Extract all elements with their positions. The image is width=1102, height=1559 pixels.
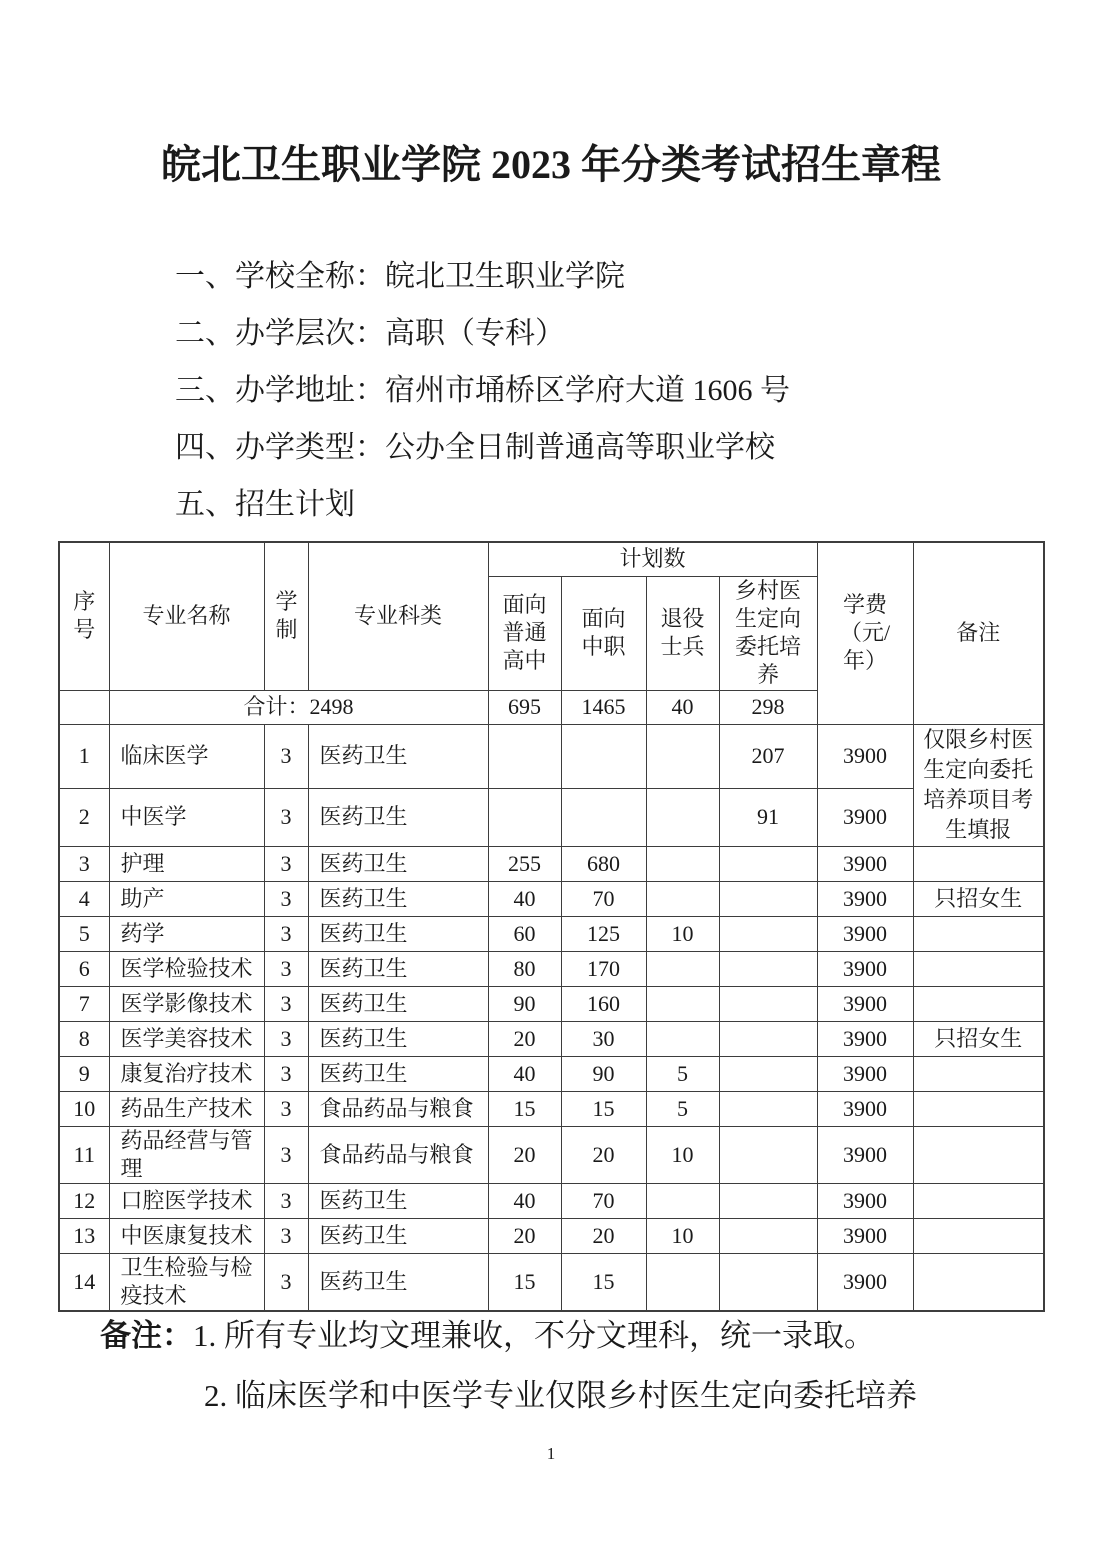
cell-category: 医药卫生 <box>308 1218 488 1253</box>
cell-regular-hs: 20 <box>488 1021 561 1056</box>
table-row <box>59 1126 1044 1183</box>
cell-veterans <box>646 986 719 1021</box>
cell-major: 医学检验技术 <box>109 951 264 986</box>
cell-regular-hs: 15 <box>488 1253 561 1311</box>
cell-major: 医学美容技术 <box>109 1021 264 1056</box>
cell-years: 3 <box>264 916 308 951</box>
cell-no: 13 <box>59 1218 109 1253</box>
cell-years: 3 <box>264 788 308 846</box>
cell-secondary-voc: 20 <box>561 1218 646 1253</box>
cell-years: 3 <box>264 1126 308 1183</box>
cell-tuition: 3900 <box>817 916 913 951</box>
cell-rural-doctor <box>719 1183 817 1218</box>
cell-secondary-voc: 90 <box>561 1056 646 1091</box>
cell-no: 11 <box>59 1126 109 1183</box>
cell-category: 医药卫生 <box>308 1021 488 1056</box>
cell-rural-doctor <box>719 1091 817 1126</box>
info-item-education-level: 二、办学层次：高职（专科） <box>175 317 565 350</box>
cell-rural-doctor <box>719 1021 817 1056</box>
cell-remark <box>913 1091 1044 1126</box>
cell-category: 医药卫生 <box>308 1183 488 1218</box>
header-years: 学制 <box>264 542 308 690</box>
cell-major: 口腔医学技术 <box>109 1183 264 1218</box>
cell-regular-hs: 15 <box>488 1091 561 1126</box>
header-plan-group: 计划数 <box>488 542 817 576</box>
header-plan-veterans: 退役士兵 <box>646 576 719 690</box>
cell-secondary-voc: 170 <box>561 951 646 986</box>
cell-rural-doctor <box>719 951 817 986</box>
cell-years: 3 <box>264 846 308 881</box>
cell-secondary-voc: 15 <box>561 1253 646 1311</box>
note-line-1-text: 1. 所有专业均文理兼收，不分文理科，统一录取。 <box>193 1318 875 1353</box>
cell-no: 8 <box>59 1021 109 1056</box>
cell-major: 医学影像技术 <box>109 986 264 1021</box>
cell-regular-hs: 40 <box>488 1183 561 1218</box>
table-row <box>59 1056 1044 1091</box>
table-row <box>59 881 1044 916</box>
cell-no: 14 <box>59 1253 109 1311</box>
cell-years: 3 <box>264 951 308 986</box>
cell-secondary-voc: 30 <box>561 1021 646 1056</box>
info-item-school-name: 一、学校全称：皖北卫生职业学院 <box>175 260 625 293</box>
cell-years: 3 <box>264 724 308 788</box>
cell-category: 医药卫生 <box>308 846 488 881</box>
cell-category: 食品药品与粮食 <box>308 1091 488 1126</box>
cell-secondary-voc: 70 <box>561 881 646 916</box>
cell-rural-doctor <box>719 846 817 881</box>
cell-regular-hs: 60 <box>488 916 561 951</box>
enrollment-plan-table-wrap <box>58 541 1045 1312</box>
cell-regular-hs: 40 <box>488 881 561 916</box>
cell-remark <box>913 1056 1044 1091</box>
cell-remark <box>913 916 1044 951</box>
cell-category: 食品药品与粮食 <box>308 1126 488 1183</box>
cell-remark <box>913 1218 1044 1253</box>
page-title: 皖北卫生职业学院 2023 年分类考试招生章程 <box>161 142 941 187</box>
table-row <box>59 1253 1044 1311</box>
cell-tuition: 3900 <box>817 986 913 1021</box>
info-list <box>175 260 790 545</box>
cell-no: 9 <box>59 1056 109 1091</box>
cell-veterans <box>646 1253 719 1311</box>
cell-years: 3 <box>264 1091 308 1126</box>
cell-rural-doctor <box>719 1056 817 1091</box>
cell-tuition: 3900 <box>817 1183 913 1218</box>
cell-category: 医药卫生 <box>308 916 488 951</box>
cell-secondary-voc: 70 <box>561 1183 646 1218</box>
cell-tuition: 3900 <box>817 951 913 986</box>
cell-major: 药学 <box>109 916 264 951</box>
cell-major: 药品生产技术 <box>109 1091 264 1126</box>
note-line-1 <box>100 1318 917 1354</box>
info-item-school-type: 四、办学类型：公办全日制普通高等职业学校 <box>175 431 775 464</box>
cell-secondary-voc: 20 <box>561 1126 646 1183</box>
cell-category: 医药卫生 <box>308 881 488 916</box>
cell-major: 康复治疗技术 <box>109 1056 264 1091</box>
total-secondary-voc: 1465 <box>561 690 646 724</box>
cell-rural-doctor <box>719 1126 817 1183</box>
cell-veterans: 5 <box>646 1091 719 1126</box>
cell-no: 6 <box>59 951 109 986</box>
cell-regular-hs: 40 <box>488 1056 561 1091</box>
table-row <box>59 916 1044 951</box>
cell-secondary-voc: 15 <box>561 1091 646 1126</box>
cell-regular-hs: 20 <box>488 1126 561 1183</box>
header-category: 专业科类 <box>308 542 488 690</box>
cell-veterans: 10 <box>646 1126 719 1183</box>
cell-tuition: 3900 <box>817 1126 913 1183</box>
header-tuition: 学费（元/年） <box>817 542 913 724</box>
cell-remark <box>913 986 1044 1021</box>
cell-regular-hs: 255 <box>488 846 561 881</box>
cell-rural-doctor <box>719 1253 817 1311</box>
table-row <box>59 1183 1044 1218</box>
cell-veterans <box>646 788 719 846</box>
cell-category: 医药卫生 <box>308 951 488 986</box>
header-no: 序号 <box>59 542 109 690</box>
cell-remark: 只招女生 <box>913 1021 1044 1056</box>
cell-regular-hs <box>488 724 561 788</box>
cell-major: 助产 <box>109 881 264 916</box>
cell-tuition: 3900 <box>817 1056 913 1091</box>
cell-no: 2 <box>59 788 109 846</box>
cell-no: 3 <box>59 846 109 881</box>
total-rural-doctor: 298 <box>719 690 817 724</box>
cell-tuition: 3900 <box>817 1091 913 1126</box>
cell-tuition: 3900 <box>817 881 913 916</box>
table-row <box>59 788 1044 846</box>
cell-secondary-voc: 160 <box>561 986 646 1021</box>
cell-tuition: 3900 <box>817 1253 913 1311</box>
page-number: 1 <box>546 1444 556 1463</box>
cell-years: 3 <box>264 1218 308 1253</box>
cell-remark: 只招女生 <box>913 881 1044 916</box>
cell-rural-doctor <box>719 916 817 951</box>
cell-no: 4 <box>59 881 109 916</box>
table-row <box>59 846 1044 881</box>
cell-category: 医药卫生 <box>308 986 488 1021</box>
table-row <box>59 951 1044 986</box>
table-row <box>59 1021 1044 1056</box>
cell-tuition: 3900 <box>817 724 913 788</box>
note-line-2: 2. 临床医学和中医学专业仅限乡村医生定向委托培养 <box>204 1378 917 1413</box>
cell-veterans <box>646 724 719 788</box>
enrollment-plan-table <box>58 541 1045 1312</box>
cell-no: 10 <box>59 1091 109 1126</box>
cell-veterans: 10 <box>646 916 719 951</box>
notes-label: 备注： <box>100 1318 193 1353</box>
cell-major: 中医康复技术 <box>109 1218 264 1253</box>
cell-remark <box>913 846 1044 881</box>
cell-rural-doctor <box>719 986 817 1021</box>
cell-no: 12 <box>59 1183 109 1218</box>
info-item-address: 三、办学地址：宿州市埇桥区学府大道 1606 号 <box>175 374 790 407</box>
cell-secondary-voc <box>561 788 646 846</box>
cell-remark <box>913 1253 1044 1311</box>
cell-years: 3 <box>264 1056 308 1091</box>
cell-rural-doctor: 91 <box>719 788 817 846</box>
cell-veterans <box>646 1021 719 1056</box>
cell-years: 3 <box>264 1253 308 1311</box>
cell-regular-hs <box>488 788 561 846</box>
cell-veterans <box>646 881 719 916</box>
cell-major: 临床医学 <box>109 724 264 788</box>
cell-years: 3 <box>264 881 308 916</box>
header-plan-rural-doctor: 乡村医生定向委托培养 <box>719 576 817 690</box>
header-major: 专业名称 <box>109 542 264 690</box>
cell-category: 医药卫生 <box>308 1056 488 1091</box>
cell-tuition: 3900 <box>817 1218 913 1253</box>
table-row <box>59 986 1044 1021</box>
footer-notes <box>100 1318 917 1414</box>
cell-years: 3 <box>264 1021 308 1056</box>
header-plan-regular-hs: 面向普通高中 <box>488 576 561 690</box>
total-empty-no-cell <box>59 690 109 724</box>
cell-remark <box>913 951 1044 986</box>
table-row <box>59 1218 1044 1253</box>
total-regular-hs: 695 <box>488 690 561 724</box>
cell-regular-hs: 20 <box>488 1218 561 1253</box>
cell-category: 医药卫生 <box>308 788 488 846</box>
header-plan-secondary-voc: 面向中职 <box>561 576 646 690</box>
cell-regular-hs: 80 <box>488 951 561 986</box>
cell-category: 医药卫生 <box>308 1253 488 1311</box>
cell-veterans <box>646 846 719 881</box>
cell-rural-doctor <box>719 1218 817 1253</box>
header-remarks: 备注 <box>913 542 1044 724</box>
cell-tuition: 3900 <box>817 1021 913 1056</box>
cell-rural-doctor: 207 <box>719 724 817 788</box>
cell-major: 药品经营与管理 <box>109 1126 264 1183</box>
total-veterans: 40 <box>646 690 719 724</box>
info-item-enrollment-plan: 五、招生计划 <box>175 488 355 521</box>
cell-tuition: 3900 <box>817 788 913 846</box>
cell-secondary-voc: 125 <box>561 916 646 951</box>
table-row <box>59 724 1044 788</box>
cell-major: 卫生检验与检疫技术 <box>109 1253 264 1311</box>
cell-remark-merged: 仅限乡村医生定向委托培养项目考生填报 <box>913 724 1044 846</box>
cell-veterans <box>646 951 719 986</box>
cell-rural-doctor <box>719 881 817 916</box>
cell-no: 5 <box>59 916 109 951</box>
cell-remark <box>913 1126 1044 1183</box>
cell-no: 1 <box>59 724 109 788</box>
cell-veterans: 10 <box>646 1218 719 1253</box>
cell-category: 医药卫生 <box>308 724 488 788</box>
cell-major: 中医学 <box>109 788 264 846</box>
cell-years: 3 <box>264 1183 308 1218</box>
cell-regular-hs: 90 <box>488 986 561 1021</box>
cell-veterans: 5 <box>646 1056 719 1091</box>
cell-tuition: 3900 <box>817 846 913 881</box>
cell-major: 护理 <box>109 846 264 881</box>
total-label: 合计：2498 <box>109 690 488 724</box>
cell-secondary-voc: 680 <box>561 846 646 881</box>
cell-secondary-voc <box>561 724 646 788</box>
cell-veterans <box>646 1183 719 1218</box>
table-row <box>59 1091 1044 1126</box>
cell-years: 3 <box>264 986 308 1021</box>
cell-remark <box>913 1183 1044 1218</box>
cell-no: 7 <box>59 986 109 1021</box>
header-row-1 <box>59 542 1044 576</box>
